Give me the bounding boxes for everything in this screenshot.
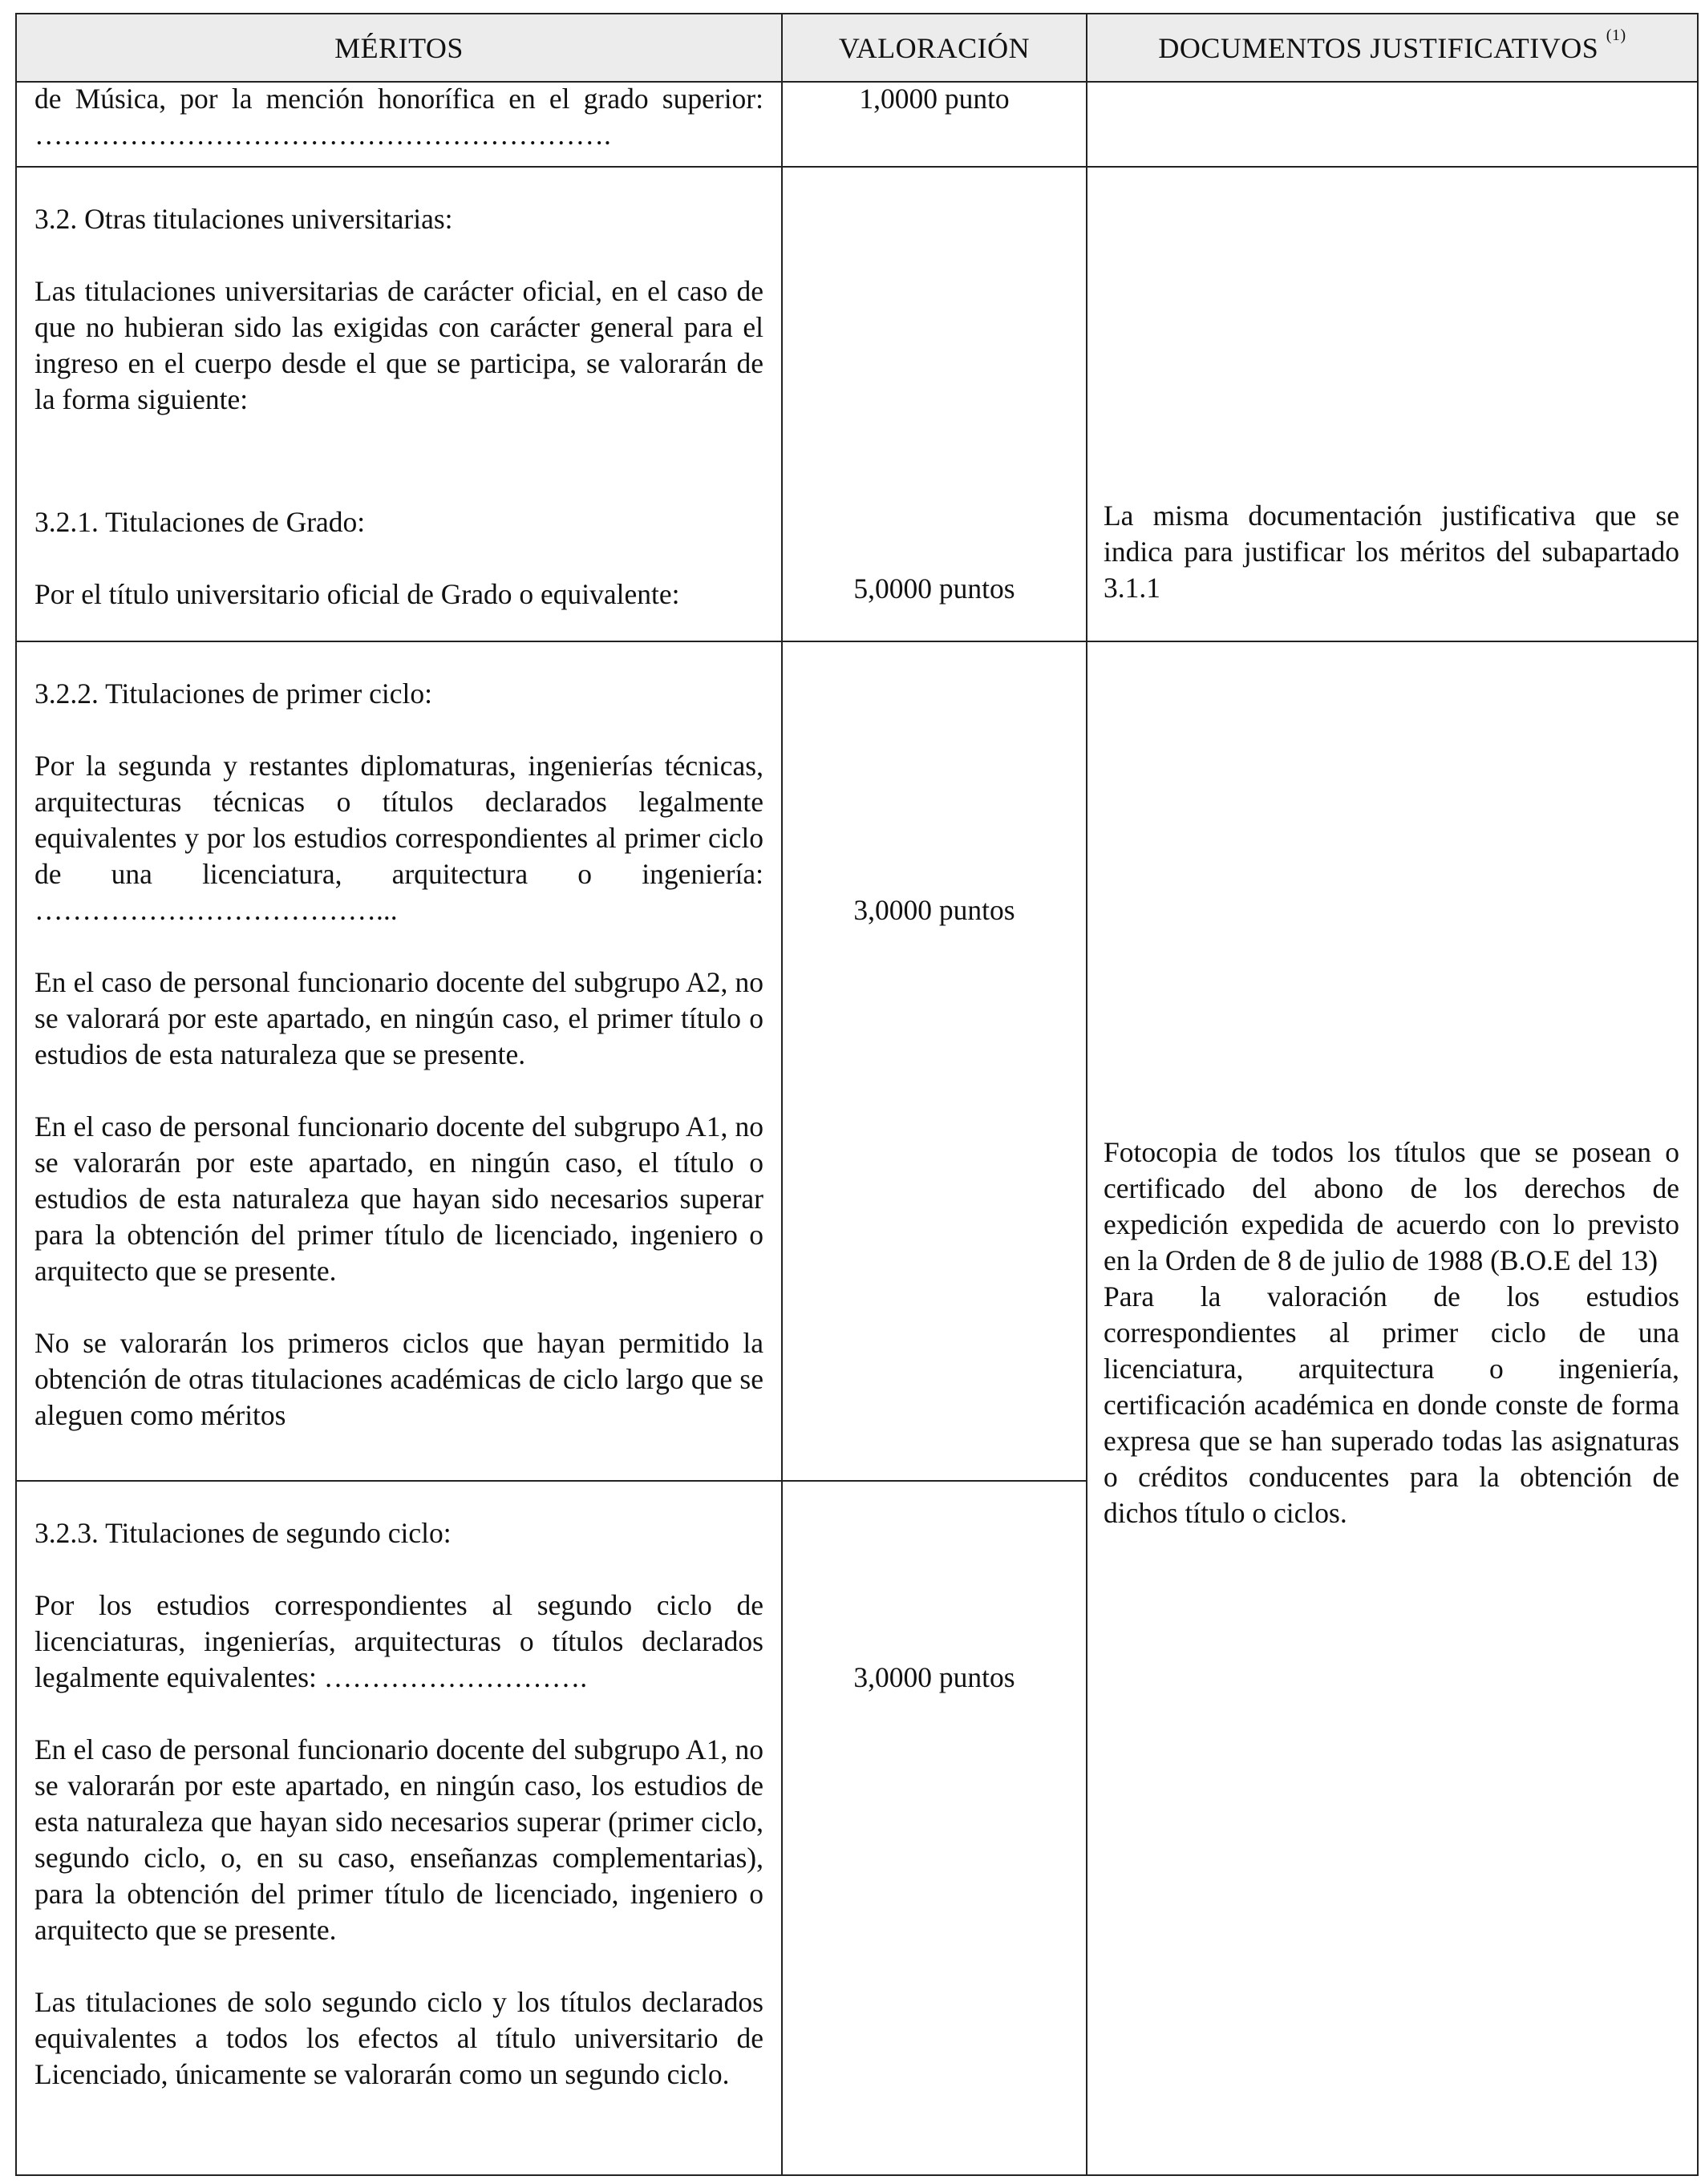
docs-3-2-1: [1087, 168, 1697, 606]
docs-3-2-1-text: La misma documentación justificativa que se indica para justificar los méritos del subapartado 3.1.1: [1104, 499, 1679, 604]
value-3-2-2: 3,0000 puntos: [853, 894, 1015, 926]
section-title-3-2-2: 3.2.2. Titulaciones de primer ciclo:: [34, 677, 432, 710]
merit-3-2-2: [17, 642, 781, 1434]
merit-music-line-2: …………………………………………………….: [34, 119, 611, 151]
docs-music-empty: [1087, 82, 1698, 167]
intro-3-2: Las titulaciones universitarias de carácter oficial, en el caso de que no hubieran sido las exigidas con carácter general para el ingreso en el cuerpo desde el que se participa, se valorarán de la forma siguiente:: [34, 275, 763, 415]
header-valoracion: VALORACIÓN: [782, 14, 1087, 82]
docs-3-2-2-text-2: Para la valoración de los estudios correspondientes al primer ciclo de una licenciatura, arquitectura o ingeniería, certificación académica en donde conste de forma expresa que se han superado todas las asignaturas o créditos conducentes para la obtención de dichos título o ciclos.: [1104, 1280, 1679, 1529]
text-3-2-2-a: Por la segunda y restantes diplomaturas, ingenierías técnicas, arquitecturas técnicas o títulos declarados legalmente equivalentes y por los estudios correspondientes al primer ciclo de una licenciatura, arquitectura o ingeniería: ………………………………...: [34, 750, 763, 926]
docs-3-2-2-text-1: Fotocopia de todos los títulos que se posean o certificado del abono de los derechos de expedición expedida de acuerdo con lo previsto en la Orden de 8 de julio de 1988 (B.O.E del 13): [1104, 1136, 1679, 1276]
table-row-music: [16, 82, 1698, 167]
text-3-2-3-b: En el caso de personal funcionario docente del subgrupo A1, no se valorarán por este apartado, en ningún caso, los estudios de esta naturaleza que hayan sido necesarios superar (primer ciclo, segundo ciclo, o, en su caso, enseñanzas complementarias), para la obtención del primer título de licenciado, ingeniero o arquitecto que se presente.: [34, 1733, 763, 1946]
merit-music: [17, 81, 781, 153]
table-header-row: [16, 14, 1698, 82]
header-documentos: [1087, 14, 1698, 82]
table-row-3-2: [16, 167, 1698, 641]
section-title-3-2: 3.2. Otras titulaciones universitarias:: [34, 203, 453, 235]
value-3-2-1: 5,0000 puntos: [853, 572, 1015, 605]
text-3-2-2-c: En el caso de personal funcionario docente del subgrupo A1, no se valorarán por este apartado, en ningún caso, el título o estudios de esta naturaleza que hayan sido necesarios superar para la obtención del primer título de licenciado, ingeniero o arquitecto que se presente.: [34, 1110, 763, 1287]
merits-table: [15, 13, 1699, 2176]
section-title-3-2-1: 3.2.1. Titulaciones de Grado:: [34, 506, 366, 538]
merit-music-line-1: de Música, por la mención honorífica en el grado superior:: [34, 83, 763, 115]
text-3-2-3-a: Por los estudios correspondientes al segundo ciclo de licenciaturas, ingenierías, arquitecturas o títulos declarados legalmente equivalentes: ……………………….: [34, 1589, 763, 1693]
text-3-2-2-b: En el caso de personal funcionario docente del subgrupo A2, no se valorará por este apartado, en ningún caso, el primer título o estudios de esta naturaleza que se presente.: [34, 966, 763, 1070]
header-meritos: MÉRITOS: [16, 14, 782, 82]
value-3-2-3: 3,0000 puntos: [853, 1661, 1015, 1693]
table-row-3-2-2: [16, 641, 1698, 1481]
text-3-2-2-d: No se valorarán los primeros ciclos que hayan permitido la obtención de otras titulaciones académicas de ciclo largo que se aleguen como méritos: [34, 1327, 763, 1431]
text-3-2-1: Por el título universitario oficial de Grado o equivalente:: [34, 578, 680, 610]
section-title-3-2-3: 3.2.3. Titulaciones de segundo ciclo:: [34, 1517, 452, 1549]
header-documentos-label: DOCUMENTOS JUSTIFICATIVOS: [1158, 31, 1599, 64]
text-3-2-3-c: Las titulaciones de solo segundo ciclo y los títulos declarados equivalentes a todos los efectos al título universitario de Licenciado, únicamente se valorarán como un segundo ciclo.: [34, 1986, 763, 2090]
value-music: 1,0000 punto: [859, 83, 1010, 115]
footnote-marker: (1): [1606, 26, 1626, 44]
docs-3-2-2: [1087, 642, 1697, 1531]
merit-3-2: [17, 168, 781, 613]
merit-3-2-3: [17, 1482, 781, 2093]
